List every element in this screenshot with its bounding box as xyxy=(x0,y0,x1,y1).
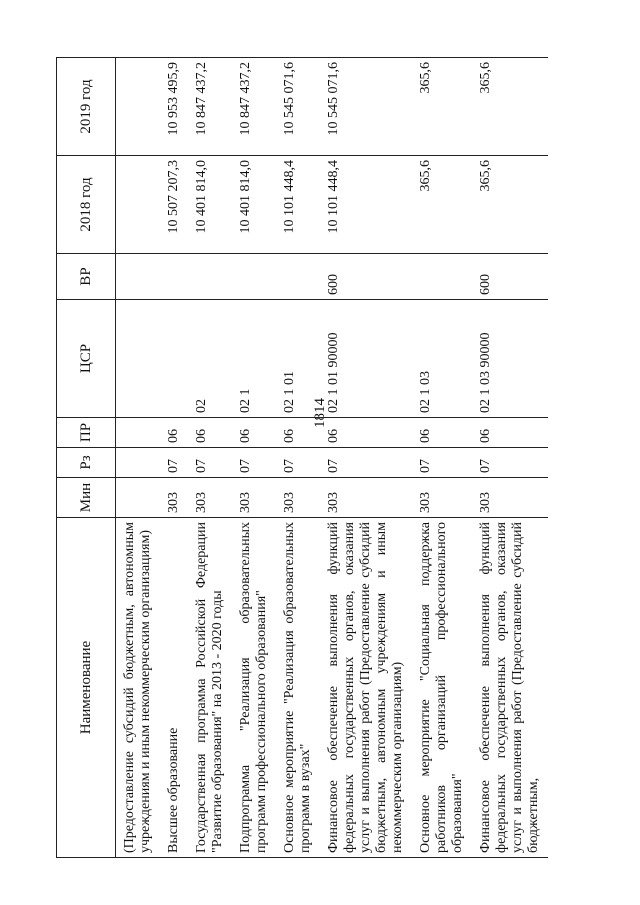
cell-2018: 10 507 207,3 xyxy=(160,156,188,254)
cell-pr: 06 xyxy=(160,418,188,448)
header-2018: 2018 год xyxy=(57,156,116,254)
table-header-row xyxy=(57,58,116,858)
cell-rz: 07 xyxy=(160,448,188,478)
cell-pr xyxy=(116,418,161,448)
cell-csr: 02 xyxy=(188,300,232,418)
cell-2018: 365,6 xyxy=(472,156,548,254)
cell-vr xyxy=(412,254,472,300)
table-row xyxy=(412,58,472,858)
cell-pr: 06 xyxy=(188,418,232,448)
cell-csr: 02 1 01 90000 xyxy=(320,300,412,418)
cell-pr: 06 xyxy=(472,418,548,448)
cell-vr xyxy=(160,254,188,300)
cell-2019: 365,6 xyxy=(472,58,548,156)
budget-table xyxy=(56,57,548,858)
cell-vr xyxy=(116,254,161,300)
cell-csr: 02 1 03 xyxy=(412,300,472,418)
cell-2018: 10 101 448,4 xyxy=(276,156,320,254)
cell-vr xyxy=(276,254,320,300)
header-rz: Рз xyxy=(57,448,116,478)
header-2019: 2019 год xyxy=(57,58,116,156)
table-row xyxy=(160,58,188,858)
cell-min: 303 xyxy=(160,478,188,518)
cell-vr xyxy=(188,254,232,300)
cell-rz: 07 xyxy=(188,448,232,478)
cell-pr: 06 xyxy=(276,418,320,448)
cell-name: Высшее образование xyxy=(160,518,188,858)
cell-csr xyxy=(116,300,161,418)
cell-min: 303 xyxy=(472,478,548,518)
cell-2019: 365,6 xyxy=(412,58,472,156)
table-row xyxy=(232,58,276,858)
cell-2019: 10 545 071,6 xyxy=(276,58,320,156)
table-row xyxy=(276,58,320,858)
rotated-page-content xyxy=(56,58,626,858)
cell-min: 303 xyxy=(412,478,472,518)
cell-2019 xyxy=(116,58,161,156)
header-pr: ПР xyxy=(57,418,116,448)
header-name: Наименование xyxy=(57,518,116,858)
cell-2019: 10 847 437,2 xyxy=(188,58,232,156)
cell-name: Государственная программа Российской Федерации "Развитие образования" на 2013 - 2020 годы xyxy=(188,518,232,858)
cell-2019: 10 953 495,9 xyxy=(160,58,188,156)
cell-vr xyxy=(232,254,276,300)
cell-name: Подпрограмма "Реализация образовательных программ профессионального образования" xyxy=(232,518,276,858)
table-body xyxy=(116,58,549,858)
cell-csr: 02 1 xyxy=(232,300,276,418)
cell-rz: 07 xyxy=(276,448,320,478)
cell-min: 303 xyxy=(188,478,232,518)
cell-min xyxy=(116,478,161,518)
table-row xyxy=(320,58,412,858)
cell-min: 303 xyxy=(232,478,276,518)
cell-min: 303 xyxy=(276,478,320,518)
cell-2018: 365,6 xyxy=(412,156,472,254)
cell-csr: 02 1 03 90000 xyxy=(472,300,548,418)
cell-2019: 10 847 437,2 xyxy=(232,58,276,156)
header-vr: ВР xyxy=(57,254,116,300)
table-row xyxy=(116,58,161,858)
cell-rz: 07 xyxy=(412,448,472,478)
cell-pr: 06 xyxy=(232,418,276,448)
cell-2018 xyxy=(116,156,161,254)
cell-rz: 07 xyxy=(320,448,412,478)
cell-vr: 600 xyxy=(472,254,548,300)
cell-vr: 600 xyxy=(320,254,412,300)
cell-name: Основное мероприятие "Реализация образовательных программ в вузах" xyxy=(276,518,320,858)
cell-name: Основное мероприятие "Социальная поддержка работников организаций профессионального образования" xyxy=(412,518,472,858)
page-number: 1814 xyxy=(312,398,328,428)
cell-name: Финансовое обеспечение выполнения функций федеральных государственных органов, оказания услуг и выполнения работ (Предоставление субсидий бюджетным, xyxy=(472,518,548,858)
cell-min: 303 xyxy=(320,478,412,518)
cell-2018: 10 101 448,4 xyxy=(320,156,412,254)
cell-csr: 02 1 01 xyxy=(276,300,320,418)
cell-pr: 06 xyxy=(320,418,412,448)
header-csr: ЦСР xyxy=(57,300,116,418)
cell-rz xyxy=(116,448,161,478)
cell-2018: 10 401 814,0 xyxy=(232,156,276,254)
cell-rz: 07 xyxy=(232,448,276,478)
header-min: Мин xyxy=(57,478,116,518)
cell-rz: 07 xyxy=(472,448,548,478)
table-row xyxy=(188,58,232,858)
table-row xyxy=(472,58,548,858)
cell-name: Финансовое обеспечение выполнения функций федеральных государственных органов, оказания услуг и выполнения работ (Предоставление субсидий бюджетным, автономным учреждениям и иным некоммерческим организациям) xyxy=(320,518,412,858)
cell-2019: 10 545 071,6 xyxy=(320,58,412,156)
cell-2018: 10 401 814,0 xyxy=(188,156,232,254)
cell-pr: 06 xyxy=(412,418,472,448)
cell-csr xyxy=(160,300,188,418)
cell-name: (Предоставление субсидий бюджетным, автономным учреждениям и иным некоммерческим организациям) xyxy=(116,518,161,858)
